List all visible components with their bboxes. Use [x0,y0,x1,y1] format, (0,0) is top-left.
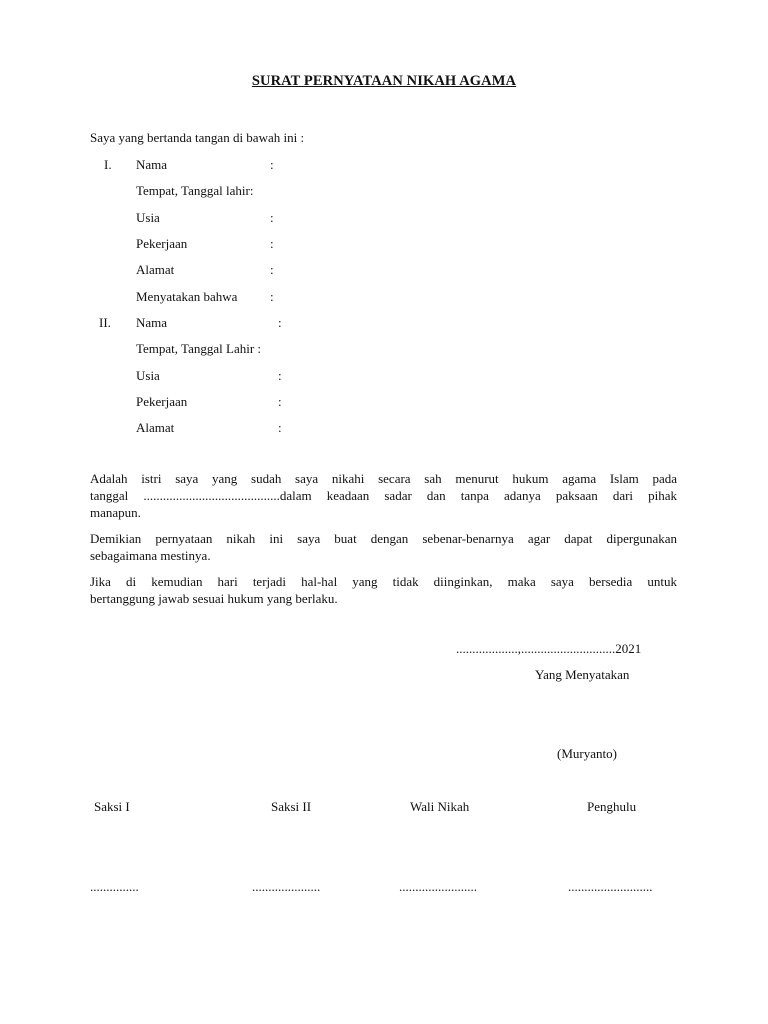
party-1-name-colon: : [270,157,274,172]
party-1-age-colon: : [270,210,274,225]
party-1-address-label: Alamat [136,262,175,277]
paragraph-1-line-1: Adalah istri saya yang sudah saya nikahi secara sah menurut hukum agama Islam pada [90,471,677,486]
party-1-statement-colon: : [270,289,274,304]
paragraph-marriage-statement [90,470,677,521]
witness-signature-line-penghulu: .......................... [568,879,653,894]
place-date-line: ...................,.............................2021 [456,641,642,656]
party-2-address-label: Alamat [136,420,175,435]
witness-label-saksi-2: Saksi II [271,799,312,814]
party-2-job-label: Pekerjaan [136,394,188,409]
party-2-age-label: Usia [136,368,160,383]
paragraph-responsibility [90,573,677,607]
party-1-job-label: Pekerjaan [136,236,188,251]
party-1-numeral: I. [104,157,112,172]
party-2-numeral: II. [99,315,111,330]
witness-signature-line-saksi-1: ............... [90,879,139,894]
party-2-name-colon: : [278,315,282,330]
paragraph-3-line-1: Jika di kemudian hari terjadi hal-hal yang tidak diinginkan, maka saya bersedia untuk [90,574,677,589]
declarant-label: Yang Menyatakan [535,667,630,682]
declarant-name: (Muryanto) [557,746,617,761]
party-1-statement-label: Menyatakan bahwa [136,289,238,304]
witness-label-penghulu: Penghulu [587,799,637,814]
party-2-name-label: Nama [136,315,168,330]
paragraph-1-line-2: tanggal ..........................................dalam keadaan sadar dan tanpa adanya paksaan dari pihak [90,488,677,503]
party-1-job-colon: : [270,236,274,251]
document-title: SURAT PERNYATAAN NIKAH AGAMA [251,73,517,89]
party-2-address-colon: : [278,420,282,435]
paragraph-2-line-2: sebagaimana mestinya. [90,548,211,563]
paragraph-2-line-1: Demikian pernyataan nikah ini saya buat dengan sebenar-benarnya agar dapat dipergunakan [90,531,677,546]
party-2-job-colon: : [278,394,282,409]
party-2-birth-label: Tempat, Tanggal Lahir : [136,341,262,356]
paragraph-1-line-3: manapun. [90,505,141,520]
party-2-age-colon: : [278,368,282,383]
party-1-address-colon: : [270,262,274,277]
paragraph-declaration [90,530,677,564]
party-1-age-label: Usia [136,210,160,225]
party-1-name-label: Nama [136,157,168,172]
witness-signature-line-wali-nikah: ........................ [399,879,477,894]
intro-text: Saya yang bertanda tangan di bawah ini : [90,130,305,145]
witness-label-saksi-1: Saksi I [94,799,130,814]
paragraph-3-line-2: bertanggung jawab sesuai hukum yang berlaku. [90,591,338,606]
witness-signature-line-saksi-2: ..................... [252,879,321,894]
witness-label-wali-nikah: Wali Nikah [410,799,470,814]
party-1-birth-label: Tempat, Tanggal lahir: [136,183,254,198]
